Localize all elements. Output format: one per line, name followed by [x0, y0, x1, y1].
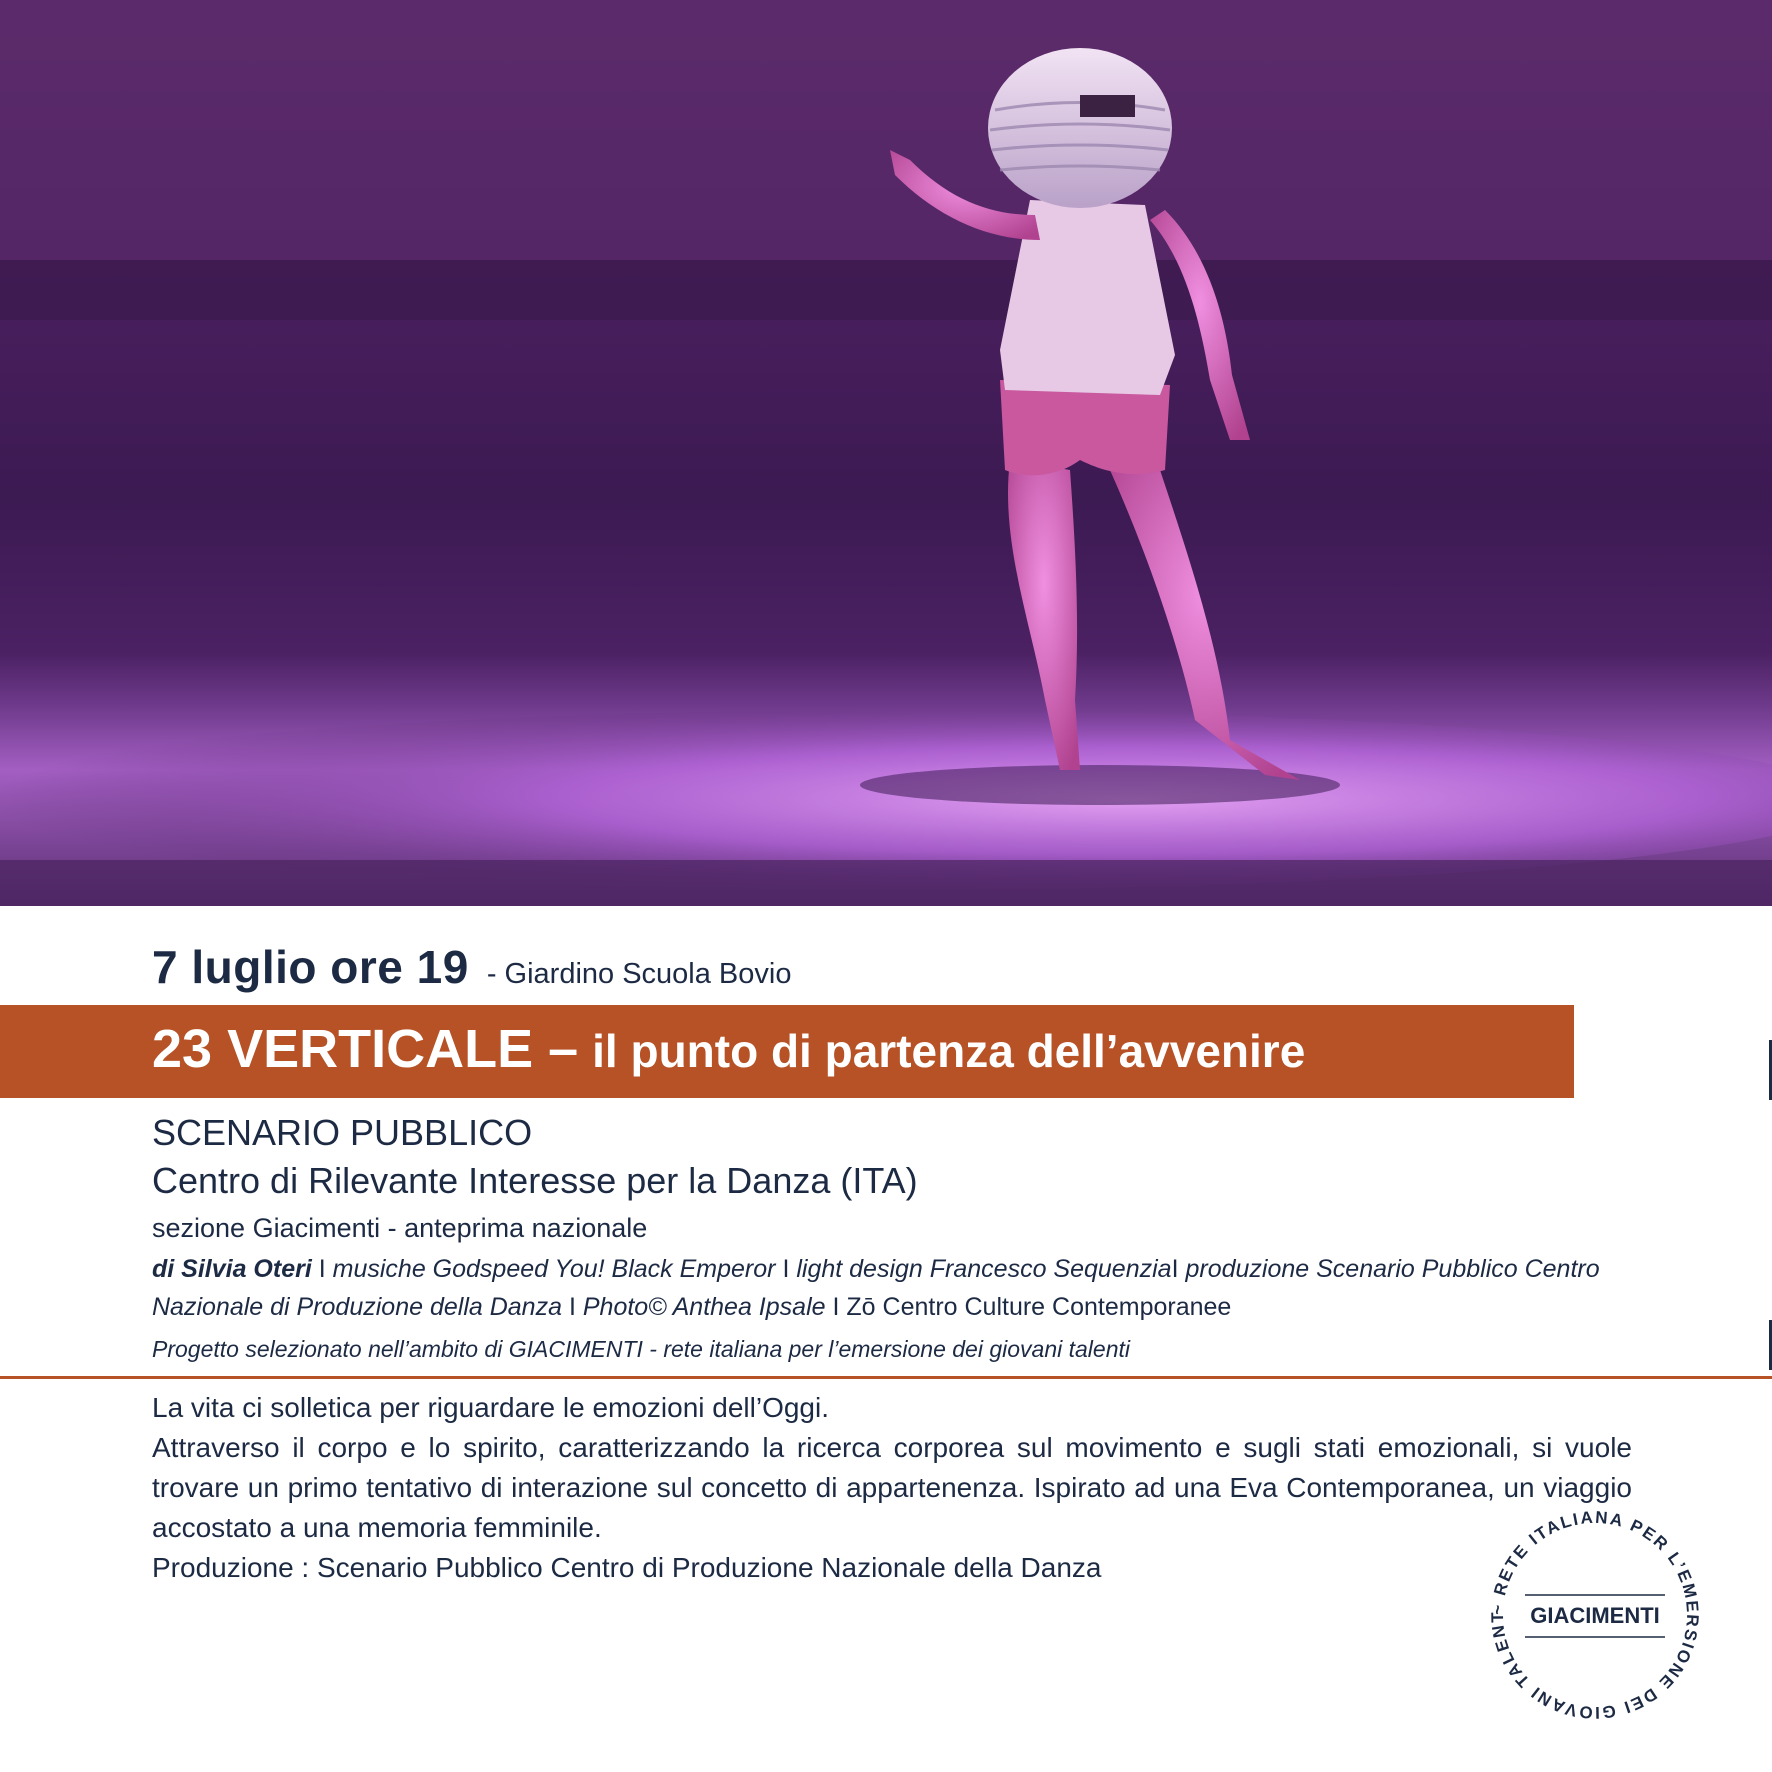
description-production: Produzione : Scenario Pubblico Centro di Produzione Nazionale della Danza [152, 1552, 1102, 1583]
stamp-center-text: GIACIMENTI [1530, 1603, 1660, 1628]
credit-light: light design Francesco Sequenzia [796, 1255, 1172, 1283]
section-label: sezione Giacimenti - anteprima nazionale [152, 1213, 648, 1243]
description-paragraph: Attraverso il corpo e lo spirito, caratterizzando la ricerca corporea sul movimento e sugli stati emozionali, si vuole trovare un primo tentativo di interazione sul concetto di appartenenza. Ispirato ad una Eva Contemporanea, un viaggio accostato a una memoria femminile. [152, 1432, 1632, 1543]
credit-separator: I [568, 1293, 576, 1321]
event-venue: - Giardino Scuola Bovio [486, 958, 792, 990]
credit-author: di Silvia Oteri [152, 1255, 312, 1283]
company-subtitle: Centro di Rilevante Interesse per la Danza (ITA) [152, 1160, 918, 1201]
stamp-svg [1480, 1500, 1710, 1730]
credit-music: musiche Godspeed You! Black Emperor [332, 1255, 776, 1283]
credit-separator: I [318, 1255, 326, 1283]
show-title-main: 23 VERTICALE – [152, 1019, 579, 1079]
description [152, 1388, 1632, 1588]
stamp-ring-text: ~ RETE ITALIANA PER L’EMERSIONE DEI GIOVANI TALENT [1487, 1507, 1703, 1723]
event-date: 7 luglio ore 19 [152, 941, 469, 993]
credit-production: produzione Scenario Pubblico Centro Nazionale di Produzione della Danza [152, 1255, 1600, 1321]
credit-center: Zō Centro Culture Contemporanee [846, 1293, 1232, 1321]
credit-separator: I [782, 1255, 790, 1283]
event-date-line [152, 940, 791, 1000]
section-divider [0, 1376, 1772, 1379]
company-name: SCENARIO PUBBLICO [152, 1112, 533, 1153]
credit-separator: I [1171, 1255, 1179, 1283]
credits [152, 1250, 1632, 1326]
description-intro: La vita ci solletica per riguardare le emozioni dell’Oggi. [152, 1392, 830, 1423]
giacimenti-stamp [1480, 1500, 1710, 1730]
show-title-sub: il punto di partenza dell’avvenire [592, 1025, 1306, 1077]
project-note: Progetto selezionato nell’ambito di GIACIMENTI - rete italiana per l’emersione dei giovani talenti [152, 1336, 1130, 1362]
credit-photo: Photo© Anthea Ipsale [582, 1293, 826, 1321]
show-title [152, 1018, 1305, 1088]
credit-separator: I [832, 1293, 840, 1321]
